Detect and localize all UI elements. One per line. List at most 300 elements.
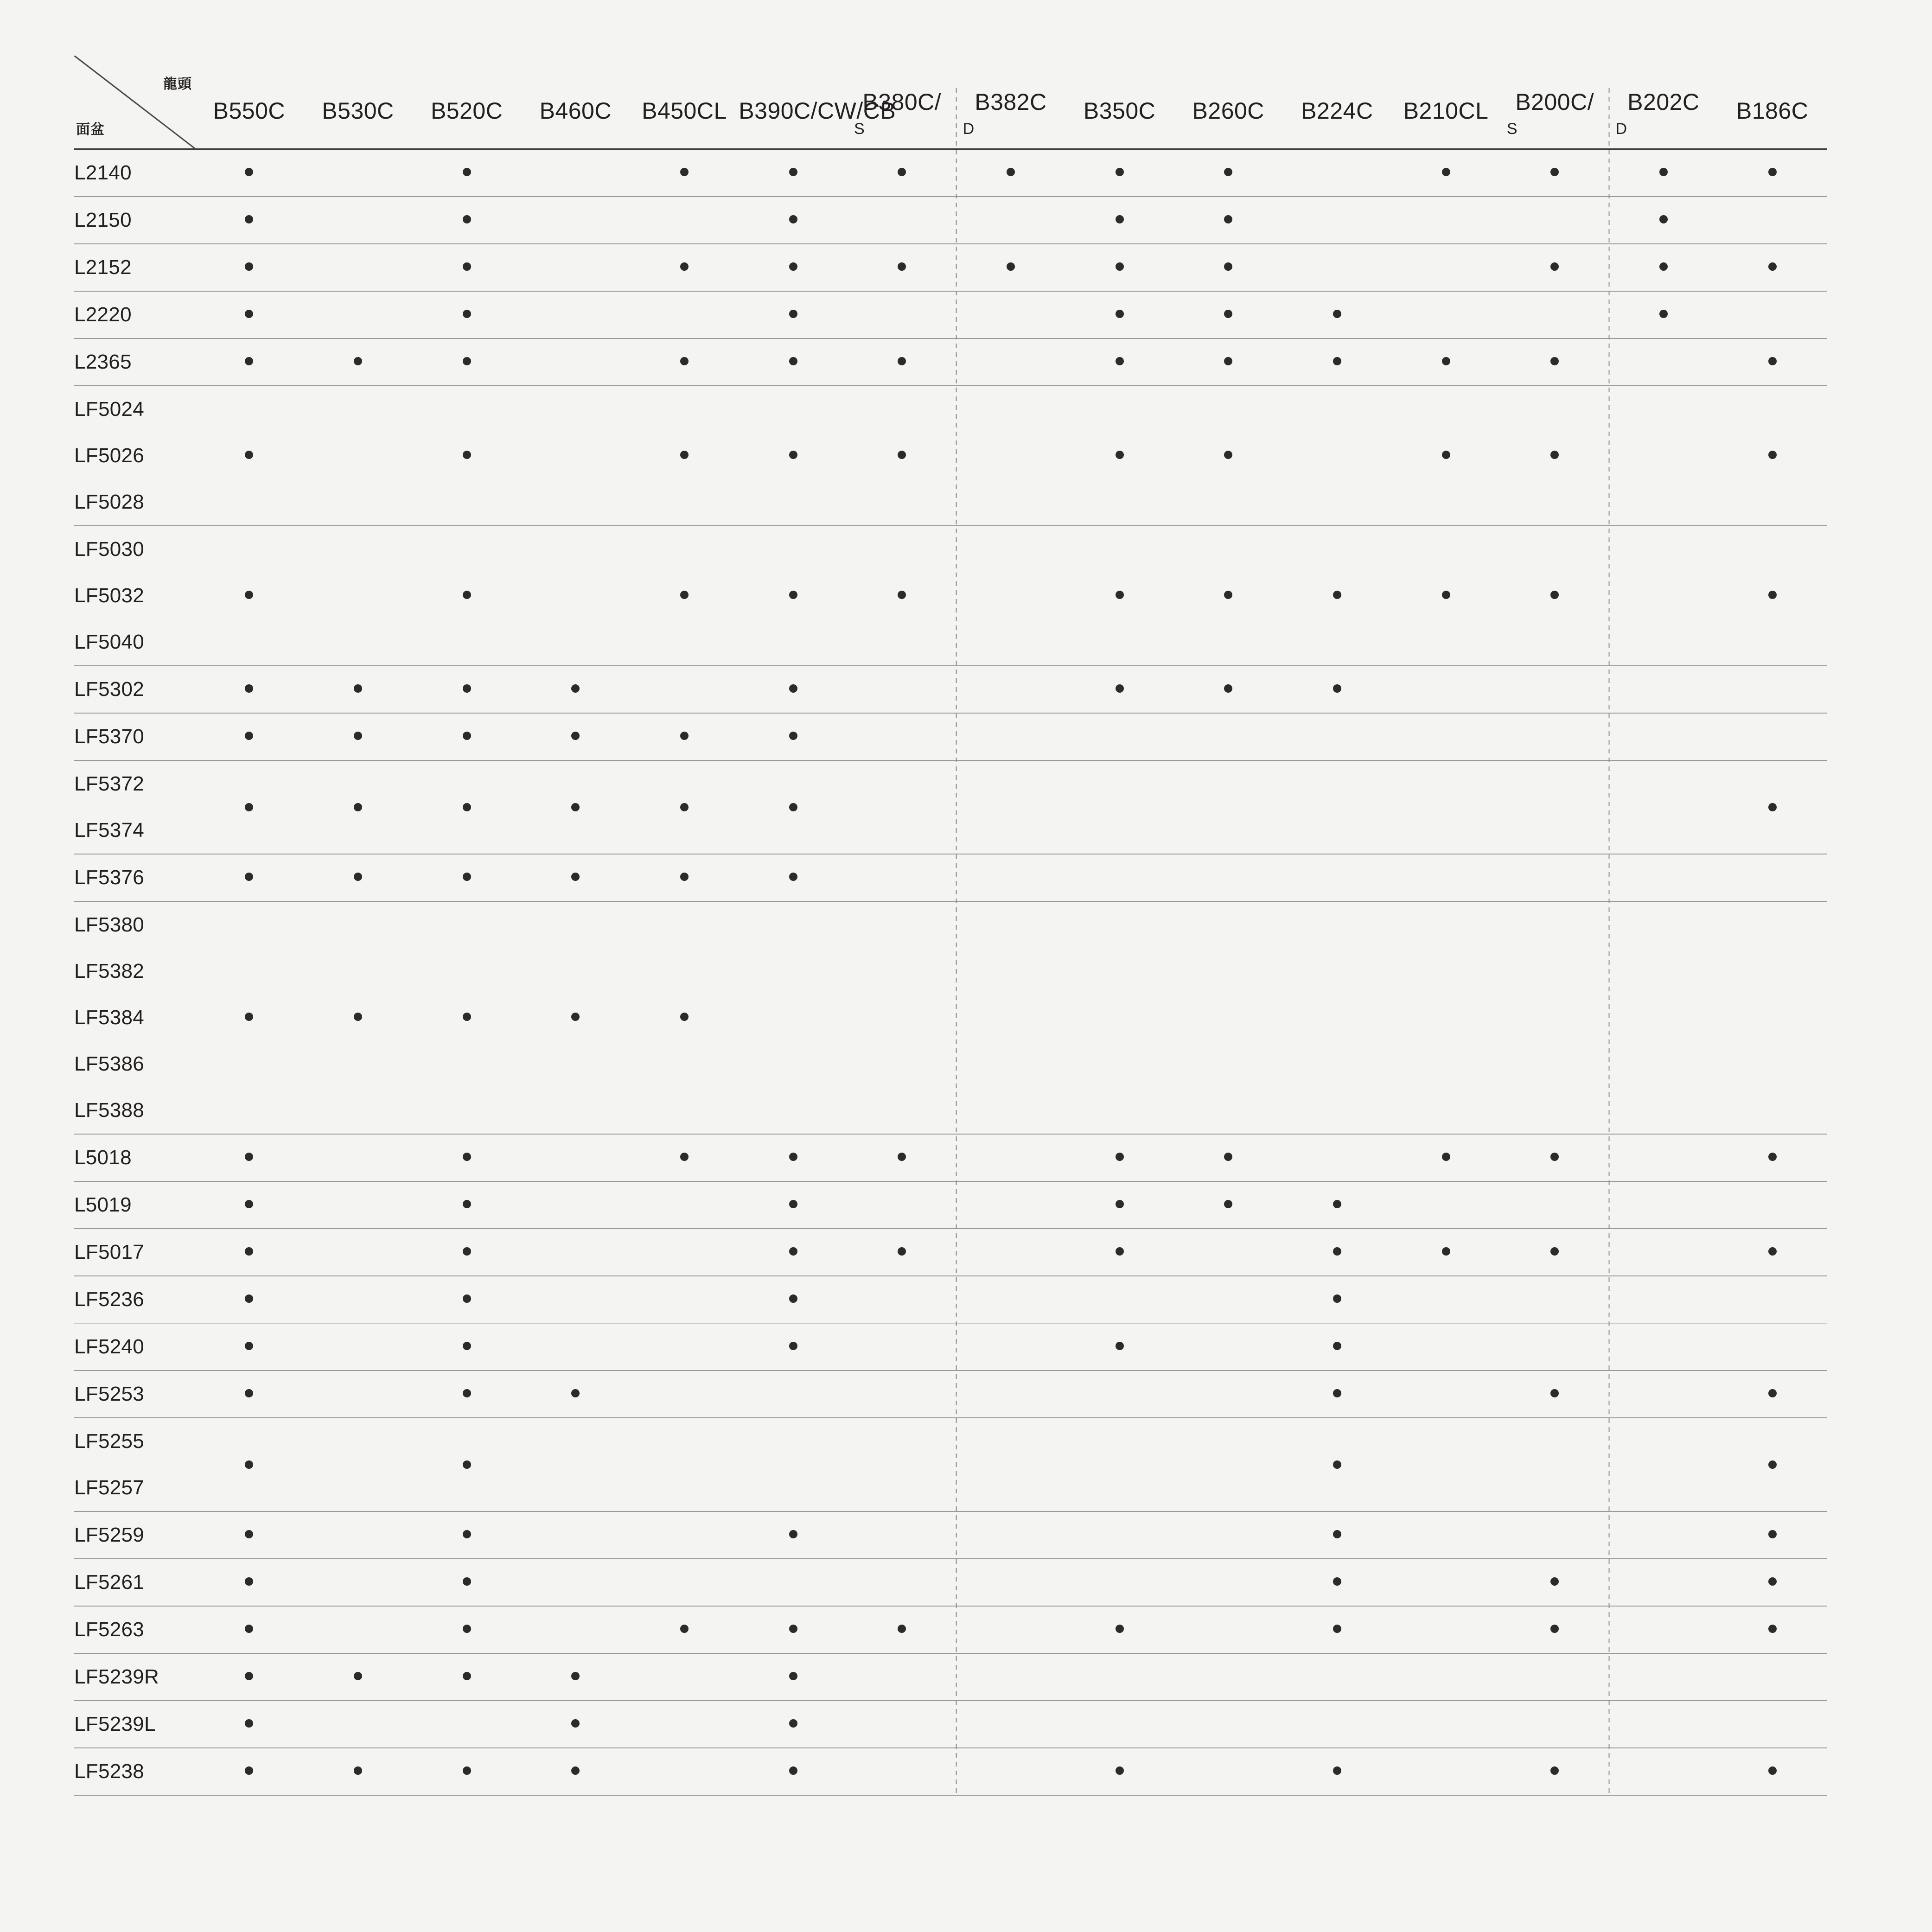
compat-dot xyxy=(680,168,689,176)
compat-cell xyxy=(956,713,1065,760)
compat-cell xyxy=(1391,1606,1500,1653)
compat-cell xyxy=(1500,1134,1609,1181)
compat-cell xyxy=(1391,338,1500,386)
compat-dot xyxy=(354,732,362,740)
table-row xyxy=(74,1511,1827,1559)
compat-dot xyxy=(789,684,797,693)
compat-dot xyxy=(245,168,253,176)
compat-cell xyxy=(956,1134,1065,1181)
compat-cell xyxy=(195,1087,304,1134)
table-row xyxy=(74,1229,1827,1276)
compat-cell xyxy=(848,197,956,244)
table-row xyxy=(74,666,1827,713)
compat-cell xyxy=(304,1465,413,1511)
column-header-label: B530C xyxy=(322,98,394,124)
compat-cell xyxy=(1500,197,1609,244)
compat-dot xyxy=(1116,1247,1124,1256)
compat-cell xyxy=(304,1134,413,1181)
compat-cell xyxy=(1174,573,1283,619)
compat-cell xyxy=(1718,433,1827,479)
compat-cell xyxy=(630,1748,739,1795)
compat-dot xyxy=(680,357,689,365)
compat-dot xyxy=(898,591,906,599)
compat-cell xyxy=(739,1134,848,1181)
compat-cell xyxy=(1283,1511,1392,1559)
compat-cell xyxy=(304,666,413,713)
row-label: L5019 xyxy=(74,1181,195,1229)
compat-dot xyxy=(789,215,797,223)
compat-cell xyxy=(956,995,1065,1041)
compat-cell xyxy=(956,1371,1065,1418)
compat-cell xyxy=(521,197,630,244)
compat-cell xyxy=(521,1371,630,1418)
compat-cell xyxy=(1500,1371,1609,1418)
table-row xyxy=(74,901,1827,948)
compat-dot xyxy=(463,357,471,365)
compat-cell xyxy=(1174,1465,1283,1511)
compat-dot xyxy=(1007,262,1015,271)
compat-cell xyxy=(1174,1371,1283,1418)
compat-cell xyxy=(1065,1511,1174,1559)
compat-cell xyxy=(848,1418,956,1465)
compat-cell xyxy=(412,479,521,526)
compat-cell xyxy=(1391,807,1500,854)
row-label: LF5030 xyxy=(74,538,145,561)
compat-cell xyxy=(1174,526,1283,573)
compat-cell xyxy=(304,573,413,619)
compat-dot xyxy=(789,262,797,271)
compat-cell xyxy=(739,244,848,291)
compat-cell xyxy=(521,619,630,666)
compat-cell xyxy=(412,526,521,573)
compat-dot xyxy=(571,873,580,881)
compat-cell xyxy=(1065,1559,1174,1606)
compat-cell xyxy=(956,197,1065,244)
compat-cell xyxy=(521,666,630,713)
compat-dot xyxy=(463,1247,471,1256)
compat-dot xyxy=(463,1672,471,1680)
row-label: LF5032 xyxy=(74,584,145,607)
compat-cell xyxy=(1065,1371,1174,1418)
compat-cell xyxy=(1065,666,1174,713)
column-header-sub xyxy=(195,124,304,129)
compat-cell xyxy=(1391,948,1500,995)
compat-cell xyxy=(1609,948,1718,995)
table-row xyxy=(74,1465,1827,1511)
column-header-label: B550C xyxy=(213,98,286,124)
compat-cell xyxy=(1065,291,1174,338)
compat-dot xyxy=(680,262,689,271)
compat-dot xyxy=(463,215,471,223)
compat-cell xyxy=(1609,1323,1718,1371)
table-row xyxy=(74,1041,1827,1087)
compat-dot xyxy=(245,310,253,318)
compat-cell xyxy=(1174,760,1283,807)
compat-cell xyxy=(1391,1276,1500,1323)
compat-cell xyxy=(739,386,848,433)
compat-cell xyxy=(1174,1511,1283,1559)
compat-dot xyxy=(463,873,471,881)
compat-cell xyxy=(848,713,956,760)
compat-cell xyxy=(956,1653,1065,1701)
table-row xyxy=(74,573,1827,619)
compat-cell xyxy=(1718,291,1827,338)
compat-cell xyxy=(956,386,1065,433)
compat-cell xyxy=(848,386,956,433)
compat-cell xyxy=(195,995,304,1041)
compat-cell xyxy=(630,244,739,291)
compat-cell xyxy=(1391,1653,1500,1701)
compat-cell xyxy=(1500,479,1609,526)
corner-label-basin: 面盆 xyxy=(76,122,105,137)
compat-cell xyxy=(1609,1748,1718,1795)
compat-cell xyxy=(739,1511,848,1559)
compat-cell xyxy=(1174,713,1283,760)
compat-cell xyxy=(1174,1181,1283,1229)
compat-cell xyxy=(1174,948,1283,995)
compat-cell xyxy=(1283,1041,1392,1087)
compat-cell xyxy=(1283,433,1392,479)
compat-cell xyxy=(1609,433,1718,479)
compat-dot xyxy=(1224,1200,1232,1208)
compat-cell xyxy=(848,1087,956,1134)
compat-cell xyxy=(195,433,304,479)
compat-cell xyxy=(956,479,1065,526)
compat-cell xyxy=(1174,1606,1283,1653)
compat-cell xyxy=(848,526,956,573)
compat-dot xyxy=(1116,357,1124,365)
compat-dot xyxy=(463,1766,471,1775)
column-header xyxy=(1065,56,1174,149)
row-label: L2152 xyxy=(74,244,195,291)
compat-dot xyxy=(1768,168,1777,176)
column-header-sub xyxy=(412,124,521,129)
row-label: LF5263 xyxy=(74,1606,195,1653)
compat-cell xyxy=(1283,386,1392,433)
compat-cell xyxy=(521,1181,630,1229)
compat-dot xyxy=(1333,1766,1341,1775)
compat-cell xyxy=(1718,1134,1827,1181)
column-header-sub: S xyxy=(854,120,865,138)
compat-cell xyxy=(1391,760,1500,807)
compat-cell xyxy=(630,713,739,760)
compat-cell xyxy=(1391,666,1500,713)
compat-cell xyxy=(1500,1323,1609,1371)
compat-cell xyxy=(956,1087,1065,1134)
compat-dot xyxy=(463,1153,471,1161)
compat-cell xyxy=(739,1229,848,1276)
compat-cell xyxy=(1174,1748,1283,1795)
table-body xyxy=(74,149,1827,1796)
compat-cell xyxy=(956,1701,1065,1748)
compat-cell xyxy=(1609,338,1718,386)
compat-dot xyxy=(463,310,471,318)
compat-cell xyxy=(1500,1276,1609,1323)
compat-dot xyxy=(1333,1342,1341,1350)
compat-cell xyxy=(521,1323,630,1371)
column-header-label: B520C xyxy=(430,98,503,124)
compat-cell xyxy=(1065,1701,1174,1748)
compat-cell xyxy=(956,1511,1065,1559)
compat-cell xyxy=(521,1134,630,1181)
row-label: L2365 xyxy=(74,338,195,386)
compat-cell xyxy=(1283,1134,1392,1181)
column-header-sub xyxy=(630,124,739,129)
compat-cell xyxy=(1718,1323,1827,1371)
compat-cell xyxy=(630,1134,739,1181)
compat-cell xyxy=(195,901,304,948)
compat-dot xyxy=(245,1625,253,1633)
compat-cell xyxy=(1500,713,1609,760)
compat-cell xyxy=(1609,1087,1718,1134)
compat-cell xyxy=(1174,338,1283,386)
table-row xyxy=(74,197,1827,244)
compat-dot xyxy=(1659,310,1668,318)
compat-dot xyxy=(1333,1247,1341,1256)
compat-cell xyxy=(630,1606,739,1653)
compat-dot xyxy=(789,1200,797,1208)
compat-cell xyxy=(1718,1701,1827,1748)
compat-dot xyxy=(1768,1766,1777,1775)
compat-cell xyxy=(1718,1041,1827,1087)
compat-cell xyxy=(195,1134,304,1181)
compat-dot xyxy=(1768,1577,1777,1586)
compat-dot xyxy=(245,1719,253,1728)
compat-dot xyxy=(680,1153,689,1161)
compat-cell xyxy=(1609,807,1718,854)
compat-cell xyxy=(1174,1653,1283,1701)
compat-dot xyxy=(463,1625,471,1633)
table-row xyxy=(74,291,1827,338)
compat-cell xyxy=(1718,666,1827,713)
compat-dot xyxy=(789,168,797,176)
compat-cell xyxy=(412,1511,521,1559)
compat-cell xyxy=(630,1701,739,1748)
compat-cell xyxy=(195,1229,304,1276)
compat-dot xyxy=(898,357,906,365)
compat-cell xyxy=(195,244,304,291)
compat-dot xyxy=(1224,1153,1232,1161)
compat-dot xyxy=(1550,591,1559,599)
row-label: L5018 xyxy=(74,1134,195,1181)
compat-cell xyxy=(1174,244,1283,291)
compat-cell xyxy=(1718,573,1827,619)
compat-cell xyxy=(630,149,739,197)
compat-cell xyxy=(1718,1748,1827,1795)
compat-cell xyxy=(521,1511,630,1559)
compat-dot xyxy=(1659,262,1668,271)
compat-cell xyxy=(1065,338,1174,386)
compat-dot xyxy=(463,262,471,271)
compat-dot xyxy=(245,1672,253,1680)
compat-cell xyxy=(521,526,630,573)
column-header-sub xyxy=(304,124,413,129)
compat-cell xyxy=(1283,1087,1392,1134)
compat-cell xyxy=(1500,1559,1609,1606)
compat-dot xyxy=(1768,1153,1777,1161)
compat-cell xyxy=(1391,526,1500,573)
column-header-sub xyxy=(1718,124,1827,129)
row-label: LF5255 xyxy=(74,1430,145,1453)
compat-cell xyxy=(1174,619,1283,666)
compat-cell xyxy=(1174,1276,1283,1323)
row-label: LF5026 xyxy=(74,444,145,467)
row-label: LF5259 xyxy=(74,1511,195,1559)
compat-dot xyxy=(571,1013,580,1021)
compat-cell xyxy=(1500,1606,1609,1653)
compat-cell xyxy=(630,901,739,948)
compat-cell xyxy=(304,760,413,807)
table-row xyxy=(74,338,1827,386)
compat-dot xyxy=(680,591,689,599)
compat-cell xyxy=(1174,1041,1283,1087)
compat-cell xyxy=(1718,1229,1827,1276)
compat-cell xyxy=(956,526,1065,573)
compat-dot xyxy=(1116,1200,1124,1208)
compat-cell xyxy=(1283,1748,1392,1795)
compat-dot xyxy=(898,1153,906,1161)
compat-cell xyxy=(1391,244,1500,291)
compat-cell xyxy=(739,1041,848,1087)
compat-cell xyxy=(1500,386,1609,433)
compat-dot xyxy=(680,873,689,881)
compat-cell xyxy=(739,338,848,386)
column-header-sub xyxy=(1391,124,1500,129)
compat-cell xyxy=(848,1134,956,1181)
compat-cell xyxy=(1718,1559,1827,1606)
row-label: LF5257 xyxy=(74,1465,195,1511)
compat-cell xyxy=(1500,901,1609,948)
compat-dot xyxy=(245,732,253,740)
compat-dot xyxy=(571,1389,580,1397)
compat-cell xyxy=(1718,1371,1827,1418)
compat-cell xyxy=(1283,244,1392,291)
compat-cell xyxy=(1065,1323,1174,1371)
compat-cell xyxy=(1283,1276,1392,1323)
compat-cell xyxy=(195,1606,304,1653)
compat-cell xyxy=(739,807,848,854)
compat-cell xyxy=(848,573,956,619)
compat-cell xyxy=(1065,1276,1174,1323)
table-row xyxy=(74,1701,1827,1748)
compat-cell xyxy=(1609,244,1718,291)
column-header-label: B350C xyxy=(1083,98,1156,124)
compat-dot xyxy=(1333,684,1341,693)
compat-cell xyxy=(1500,291,1609,338)
compat-cell xyxy=(739,1087,848,1134)
compat-dot xyxy=(1768,591,1777,599)
compat-cell xyxy=(848,1041,956,1087)
compat-cell xyxy=(195,619,304,666)
compat-cell xyxy=(1283,479,1392,526)
compat-cell xyxy=(304,1653,413,1701)
compat-cell xyxy=(1500,1465,1609,1511)
compat-cell xyxy=(195,807,304,854)
compat-dot xyxy=(1442,1153,1450,1161)
compat-cell xyxy=(630,573,739,619)
compat-cell xyxy=(1065,1041,1174,1087)
compat-dot xyxy=(789,1719,797,1728)
compat-dot xyxy=(463,1013,471,1021)
compat-dot xyxy=(1224,168,1232,176)
compat-cell xyxy=(195,1701,304,1748)
compat-cell xyxy=(848,854,956,901)
compat-cell xyxy=(1609,1701,1718,1748)
compat-cell xyxy=(304,854,413,901)
compat-cell xyxy=(1718,1653,1827,1701)
compat-cell xyxy=(1609,1371,1718,1418)
compat-cell xyxy=(1065,995,1174,1041)
compat-cell xyxy=(1609,1041,1718,1087)
compat-cell xyxy=(956,1465,1065,1511)
compat-dot xyxy=(680,1013,689,1021)
compat-dot xyxy=(898,1625,906,1633)
column-header xyxy=(848,56,956,149)
row-label: LF5040 xyxy=(74,619,195,666)
compat-cell xyxy=(848,1606,956,1653)
compat-cell xyxy=(304,1276,413,1323)
compat-cell xyxy=(304,1418,413,1465)
compat-cell xyxy=(956,666,1065,713)
compat-dot xyxy=(1224,591,1232,599)
compat-cell xyxy=(195,526,304,573)
compat-cell xyxy=(412,1559,521,1606)
compat-dot xyxy=(354,1013,362,1021)
compat-cell xyxy=(521,948,630,995)
compat-cell xyxy=(304,149,413,197)
compat-cell xyxy=(1718,1087,1827,1134)
compat-cell xyxy=(1391,1748,1500,1795)
compat-cell xyxy=(1065,1606,1174,1653)
compat-cell xyxy=(1283,1371,1392,1418)
compat-cell xyxy=(1283,854,1392,901)
compat-cell xyxy=(848,1371,956,1418)
compat-cell xyxy=(1500,1511,1609,1559)
compat-cell xyxy=(1718,1511,1827,1559)
compat-cell xyxy=(195,1041,304,1087)
compat-dot xyxy=(571,1766,580,1775)
compat-dot xyxy=(1442,451,1450,459)
compat-cell xyxy=(848,948,956,995)
compat-dot xyxy=(1550,1577,1559,1586)
compat-cell xyxy=(739,1418,848,1465)
compat-cell xyxy=(1609,713,1718,760)
compat-cell xyxy=(1283,1653,1392,1701)
compat-dot xyxy=(1333,1530,1341,1538)
compat-cell xyxy=(1609,1465,1718,1511)
compat-cell xyxy=(739,526,848,573)
compat-dot xyxy=(789,591,797,599)
compat-cell xyxy=(1718,1181,1827,1229)
compat-cell xyxy=(304,807,413,854)
compat-cell xyxy=(1391,713,1500,760)
compat-cell xyxy=(195,1748,304,1795)
compat-cell xyxy=(1500,1041,1609,1087)
compat-dot xyxy=(1116,1766,1124,1775)
compat-cell xyxy=(1174,1134,1283,1181)
compat-cell xyxy=(848,1465,956,1511)
compat-dot xyxy=(789,1625,797,1633)
column-header-label: B390C/CW/CB xyxy=(739,98,896,124)
compat-cell xyxy=(412,1276,521,1323)
compat-cell xyxy=(1718,244,1827,291)
compat-cell xyxy=(521,149,630,197)
compat-cell xyxy=(412,1465,521,1511)
compat-cell xyxy=(739,479,848,526)
compat-dot xyxy=(680,451,689,459)
compat-cell xyxy=(304,1041,413,1087)
compat-cell xyxy=(1500,149,1609,197)
